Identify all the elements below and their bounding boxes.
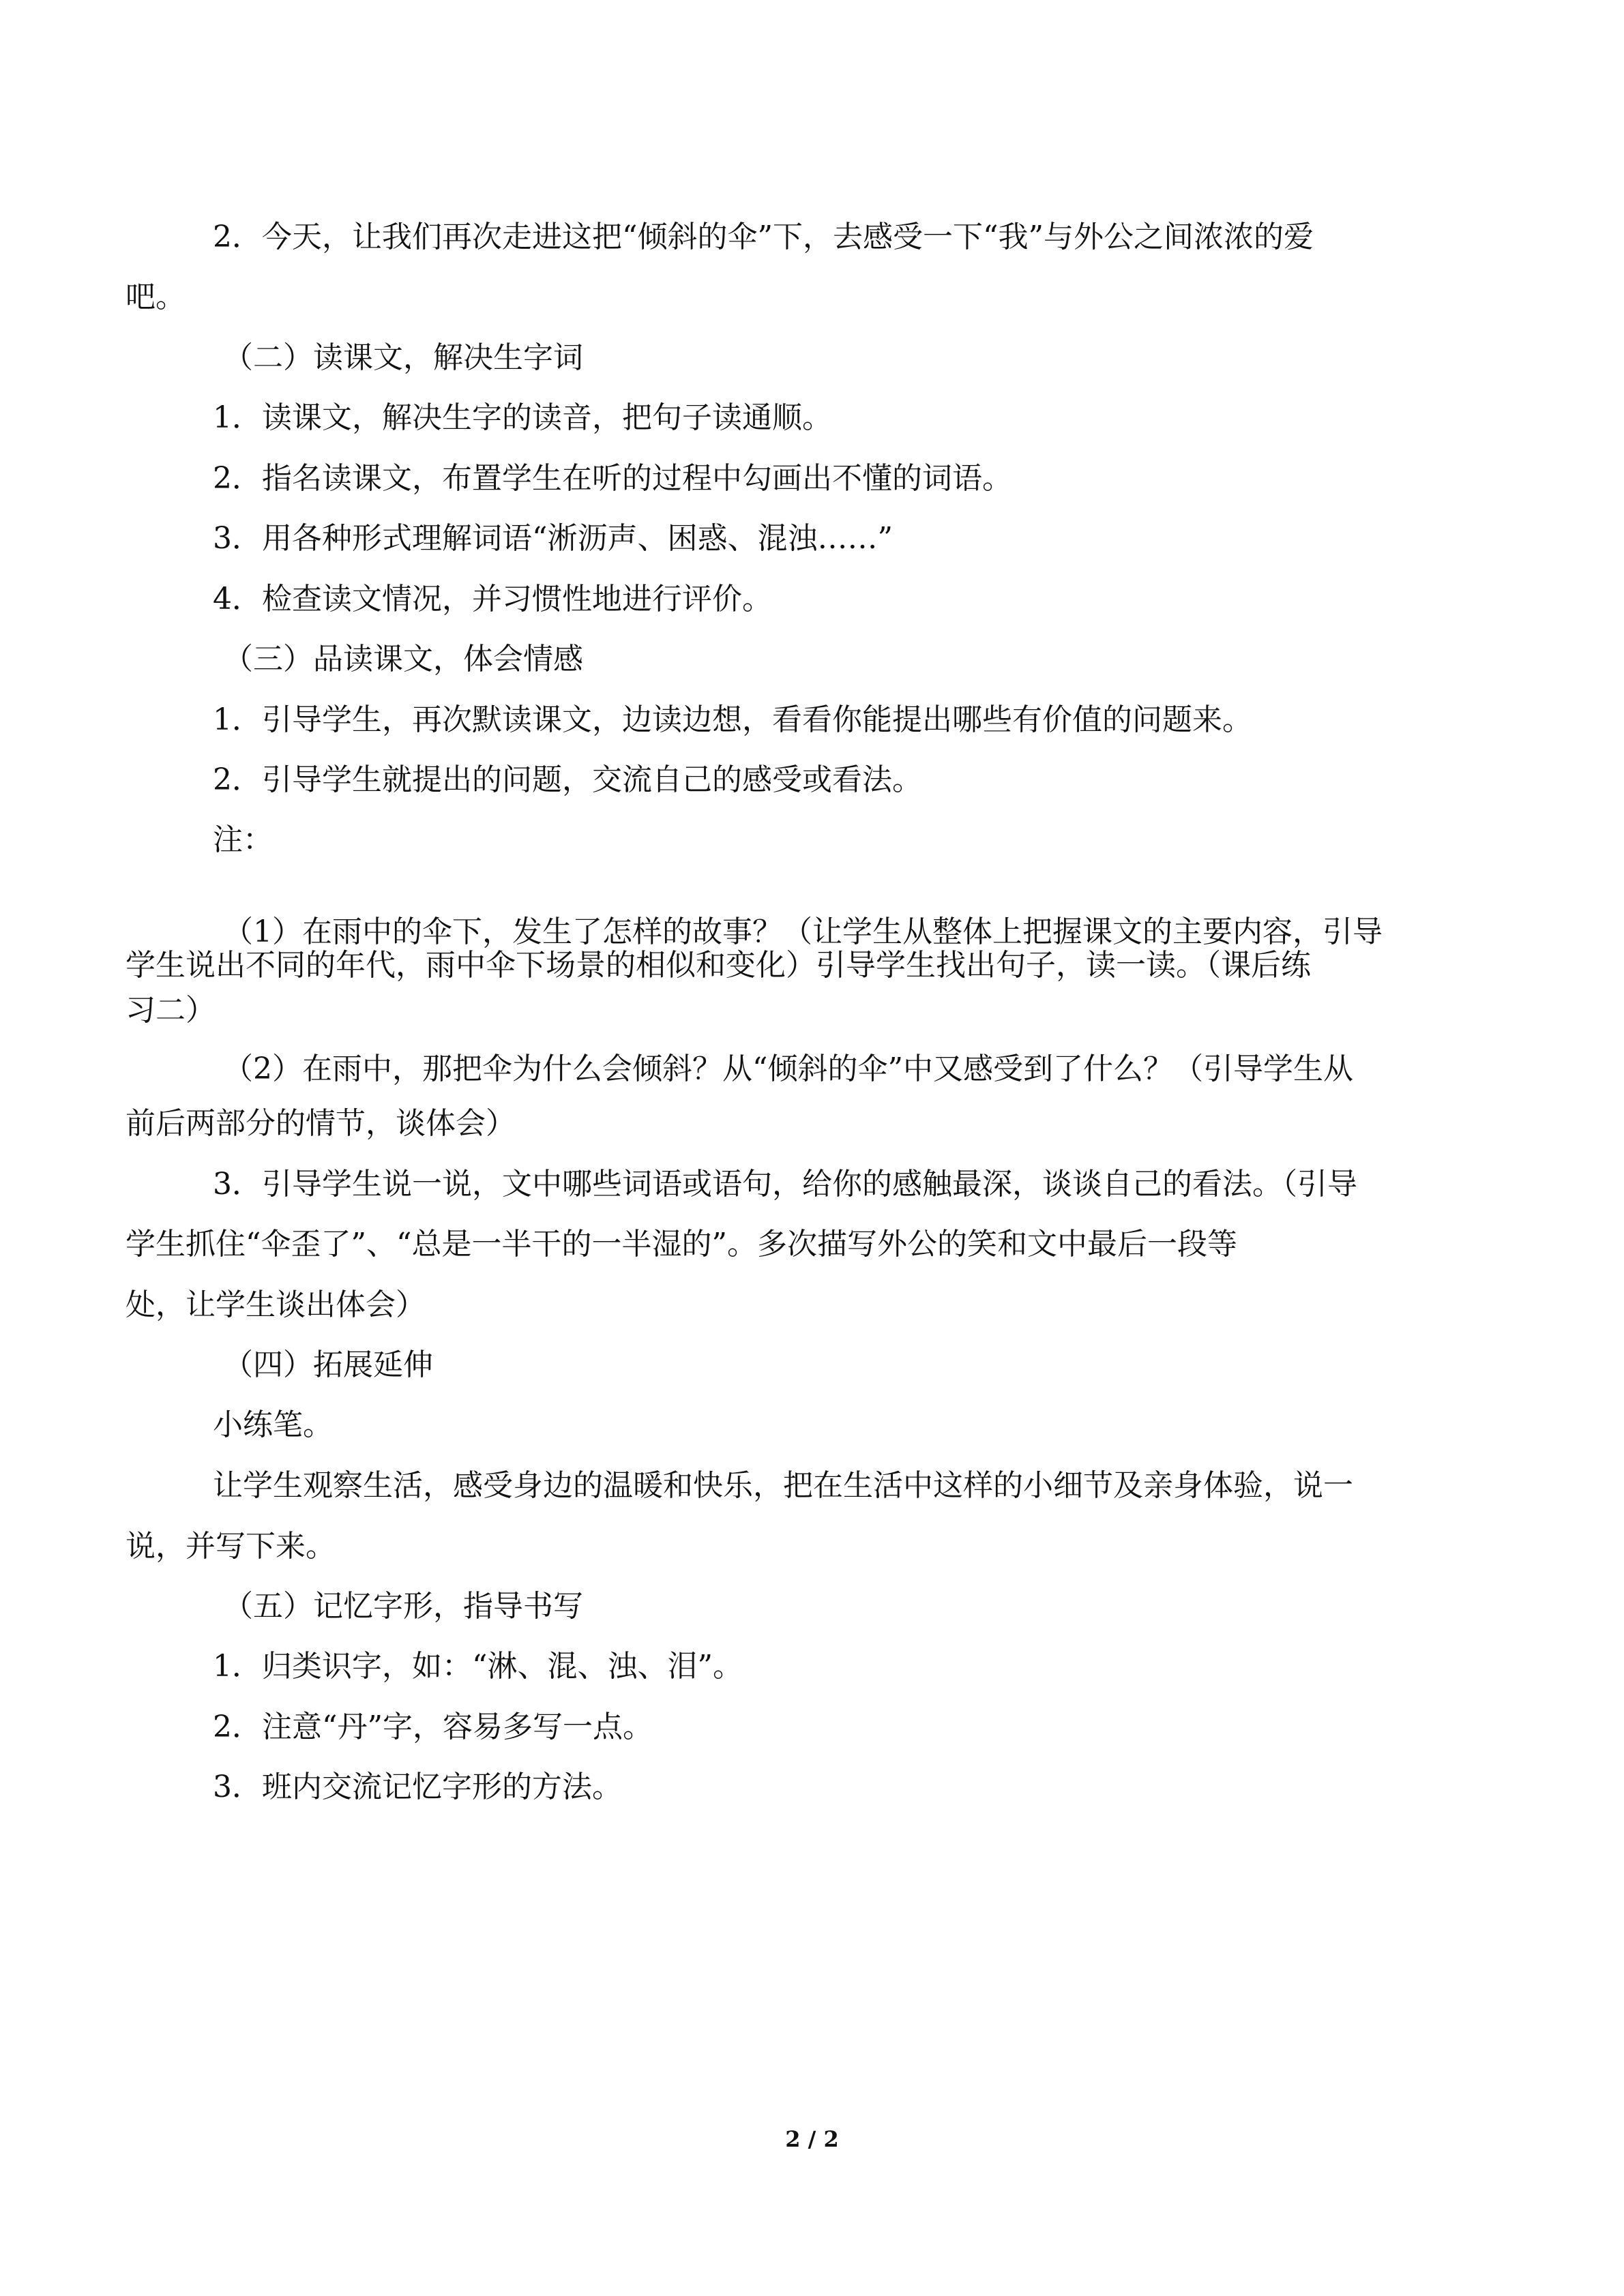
text-line: （2）在雨中，那把伞为什么会倾斜？从“倾斜的伞”中又感受到了什么？（引导学生从: [223, 1052, 1353, 1086]
section-heading: （四）拓展延伸: [223, 1347, 433, 1382]
page-number: 2 / 2: [785, 2126, 839, 2152]
text-line: 小练笔。: [213, 1407, 333, 1442]
text-line: 让学生观察生活，感受身边的温暖和快乐，把在生活中这样的小细节及亲身体验，说一: [213, 1468, 1353, 1503]
text-line: 习二）: [126, 993, 216, 1028]
section-heading: （二）读课文，解决生字词: [223, 340, 583, 375]
text-line: 1．读课文，解决生字的读音，把句子读通顺。: [213, 400, 832, 435]
text-line: 2．指名读课文，布置学生在听的过程中勾画出不懂的词语。: [213, 461, 1012, 496]
text-line: 2．注意“丹”字，容易多写一点。: [213, 1710, 653, 1744]
section-heading: （三）品读课文，体会情感: [223, 642, 583, 676]
text-line: 2．今天，让我们再次走进这把“倾斜的伞”下，去感受一下“我”与外公之间浓浓的爱: [213, 220, 1314, 254]
section-heading: （五）记忆字形，指导书写: [223, 1589, 583, 1624]
text-line: 3．用各种形式理解词语“淅沥声、困惑、混浊……”: [213, 521, 893, 556]
text-line: （1）在雨中的伞下，发生了怎样的故事？（让学生从整体上把握课文的主要内容，引导: [223, 914, 1383, 949]
text-line: 1．归类识字，如：“淋、混、浊、泪”。: [213, 1649, 743, 1684]
text-line: 3．班内交流记忆字形的方法。: [213, 1770, 622, 1804]
note-label: 注：: [213, 822, 273, 857]
text-line: 学生抓住“伞歪了”、“总是一半干的一半湿的”。多次描写外公的笑和文中最后一段等: [126, 1227, 1237, 1262]
text-line: 吧。: [126, 280, 186, 314]
text-line: 说，并写下来。: [126, 1529, 336, 1564]
text-line: 4．检查读文情况，并习惯性地进行评价。: [213, 582, 772, 616]
text-line: 学生说出不同的年代，雨中伞下场景的相似和变化）引导学生找出句子，读一读。（课后练: [126, 948, 1311, 983]
text-line: 2．引导学生就提出的问题，交流自己的感受或看法。: [213, 762, 922, 797]
text-line: 1．引导学生，再次默读课文，边读边想，看看你能提出哪些有价值的问题来。: [213, 702, 1252, 737]
text-line: 3．引导学生说一说，文中哪些词语或语句，给你的感触最深，谈谈自己的看法。（引导: [213, 1167, 1357, 1202]
text-line: 前后两部分的情节，谈体会）: [126, 1106, 516, 1141]
text-line: 处，让学生谈出体会）: [126, 1287, 426, 1322]
